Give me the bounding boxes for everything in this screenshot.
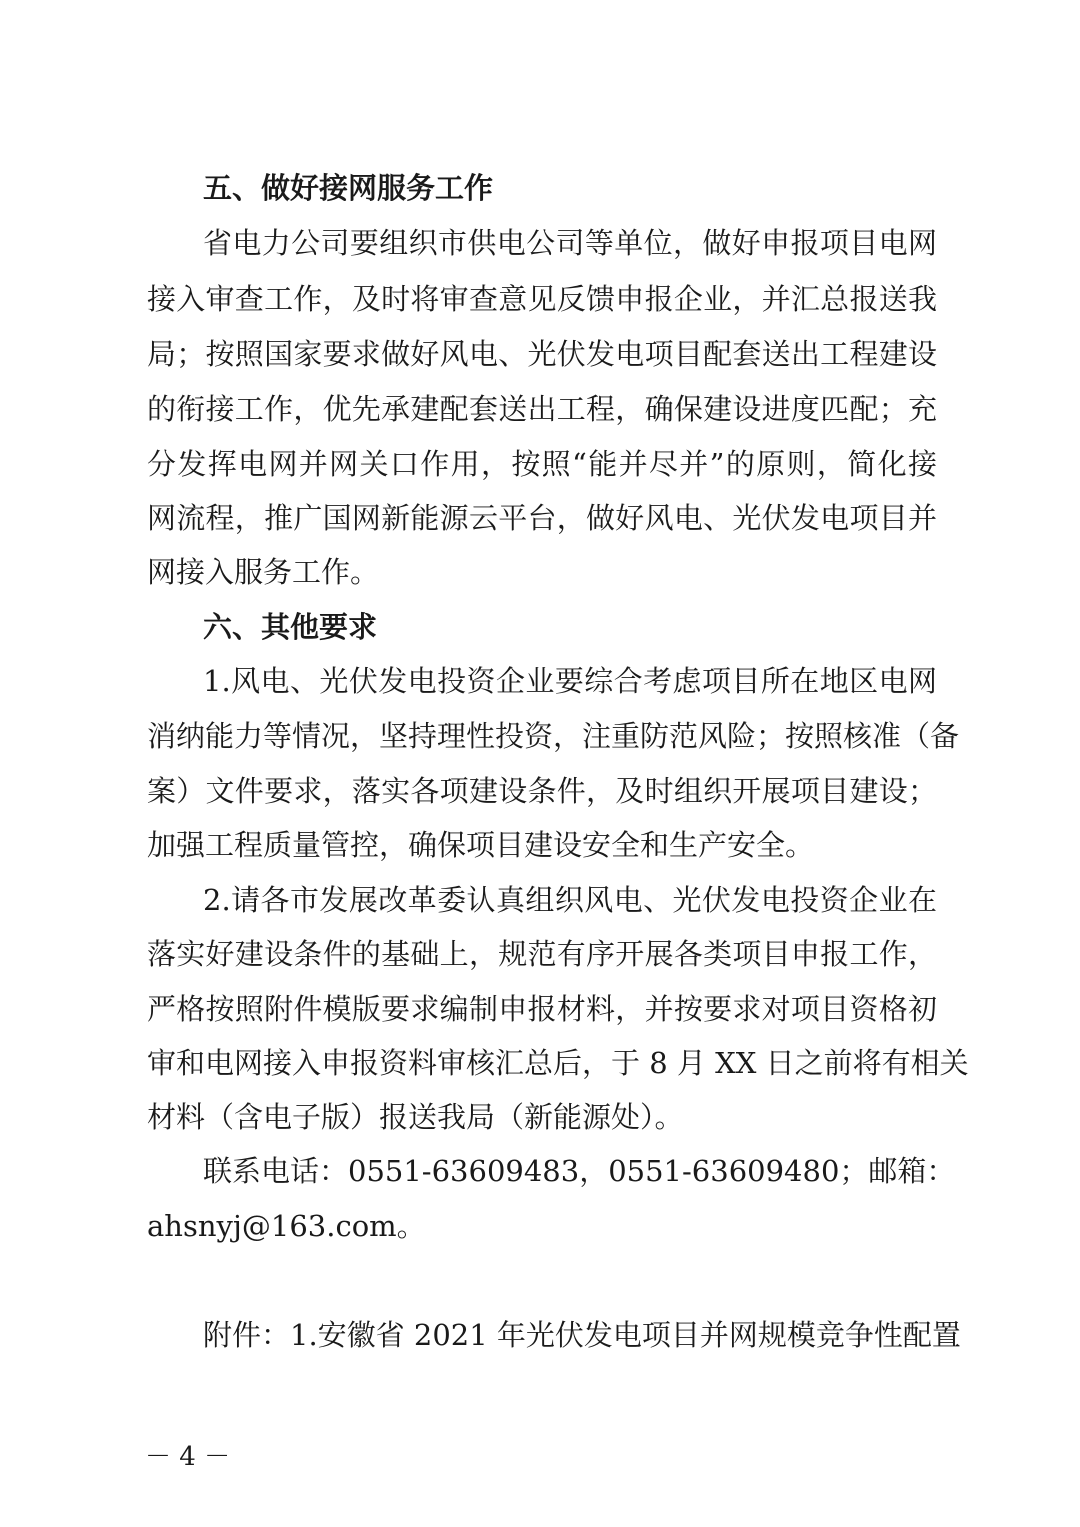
paragraph-line: 严格按照附件模版要求编制申报材料，并按要求对项目资格初 bbox=[147, 992, 937, 1026]
paragraph-line: 审和电网接入申报资料审核汇总后，于 8 月 XX 日之前将有相关 bbox=[147, 1046, 969, 1080]
paragraph-line: 网流程，推广国网新能源云平台，做好风电、光伏发电项目并 bbox=[147, 501, 937, 535]
paragraph-line: 接入审查工作，及时将审查意见反馈申报企业，并汇总报送我 bbox=[147, 282, 937, 316]
paragraph-line: 案）文件要求，落实各项建设条件，及时组织开展项目建设； bbox=[147, 774, 937, 808]
section-six-heading: 六、其他要求 bbox=[203, 610, 378, 644]
paragraph-line: 加强工程质量管控，确保项目建设安全和生产安全。 bbox=[147, 828, 815, 862]
paragraph-line: 1.风电、光伏发电投资企业要综合考虑项目所在地区电网 bbox=[203, 664, 937, 698]
paragraph-line: 局；按照国家要求做好风电、光伏发电项目配套送出工程建设 bbox=[147, 337, 937, 371]
section-five-heading: 五、做好接网服务工作 bbox=[203, 171, 494, 205]
paragraph-line: 省电力公司要组织市供电公司等单位，做好申报项目电网 bbox=[203, 226, 937, 260]
paragraph-line: 落实好建设条件的基础上，规范有序开展各类项目申报工作， bbox=[147, 937, 937, 971]
paragraph-line: 的衔接工作，优先承建配套送出工程，确保建设进度匹配；充 bbox=[147, 392, 937, 426]
paragraph-line: 2.请各市发展改革委认真组织风电、光伏发电投资企业在 bbox=[203, 883, 937, 917]
contact-line: 联系电话：0551-63609483，0551-63609480；邮箱： bbox=[203, 1154, 956, 1188]
attachment-line: 附件：1.安徽省 2021 年光伏发电项目并网规模竞争性配置 bbox=[203, 1318, 961, 1352]
paragraph-line: 消纳能力等情况，坚持理性投资，注重防范风险；按照核准（备 bbox=[147, 719, 960, 753]
contact-email-line: ahsnyj@163.com。 bbox=[147, 1209, 426, 1243]
page-number: － 4 － bbox=[145, 1442, 231, 1472]
paragraph-line: 材料（含电子版）报送我局（新能源处）。 bbox=[147, 1100, 684, 1134]
paragraph-line: 网接入服务工作。 bbox=[147, 555, 380, 589]
paragraph-line: 分发挥电网并网关口作用，按照“能并尽并”的原则，简化接 bbox=[147, 447, 937, 481]
